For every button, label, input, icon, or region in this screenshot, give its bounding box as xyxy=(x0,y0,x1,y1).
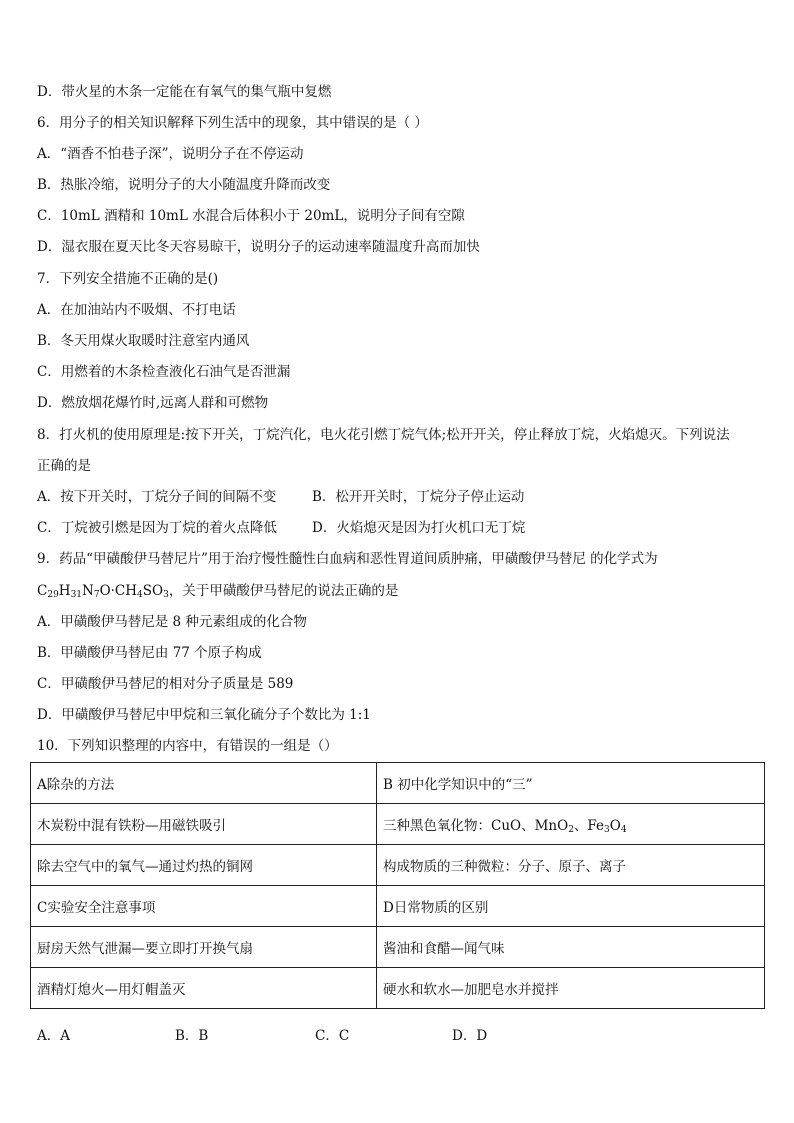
table-row xyxy=(31,927,765,968)
q6-option-d: D．湿衣服在夏天比冬天容易晾干，说明分子的运动速率随温度升高而加快 xyxy=(37,239,480,255)
q9-stem-line2: $C_{29}H_{31}N_7O\cdot CH_4SO_3$，关于甲磺酸伊马替尼的说法正确的是 xyxy=(37,583,399,600)
q7-option-d: D．燃放烟花爆竹时,远离人群和可燃物 xyxy=(37,395,269,411)
q10-stem: 10．下列知识整理的内容中，有错误的一组是（） xyxy=(37,738,338,754)
q10-option-b: B．B xyxy=(175,1028,209,1044)
table-cell: 木炭粉中混有铁粉—用磁铁吸引 xyxy=(31,804,377,845)
table-row xyxy=(31,845,765,886)
q10-options xyxy=(37,1024,737,1042)
q9-option-a: A．甲磺酸伊马替尼是 8 种元素组成的化合物 xyxy=(37,614,307,630)
table-cell: 酒精灯熄火—用灯帽盖灭 xyxy=(31,968,377,1009)
table-cell: B 初中化学知识中的“三” xyxy=(377,763,765,804)
chemical-formula: $C_{29}H_{31}N_7O\cdot CH_4SO_3$ xyxy=(37,583,169,600)
q9-option-d: D．甲磺酸伊马替尼中甲烷和三氧化硫分子个数比为 1:1 xyxy=(37,707,371,723)
q10-option-c: C．C xyxy=(315,1028,350,1044)
table-cell: A除杂的方法 xyxy=(31,763,377,804)
q9-option-c: C．甲磺酸伊马替尼的相对分子质量是 589 xyxy=(37,676,294,692)
knowledge-table xyxy=(30,762,765,1009)
q8-option-a: A．按下开关时，丁烷分子间的间隔不变 xyxy=(37,489,277,505)
q6-option-a: A．“酒香不怕巷子深”，说明分子在不停运动 xyxy=(37,146,304,162)
q7-option-c: C．用燃着的木条检查液化石油气是否泄漏 xyxy=(37,364,291,380)
table-cell: D日常物质的区别 xyxy=(377,886,765,927)
table-cell: 除去空气中的氧气—通过灼热的铜网 xyxy=(31,845,377,886)
table-cell: C实验安全注意事项 xyxy=(31,886,377,927)
table-row xyxy=(31,763,765,804)
q9-stem-line1: 9．药品“甲磺酸伊马替尼片”用于治疗慢性髓性白血病和恶性胃道间质肿痛，甲磺酸伊马替尼 的化学式为 xyxy=(37,551,658,567)
table-row xyxy=(31,804,765,845)
q5-option-d: D．带火星的木条一定能在有氧气的集气瓶中复燃 xyxy=(37,84,332,100)
q8-stem-line2: 正确的是 xyxy=(37,458,91,474)
table-cell: 厨房天然气泄漏—要立即打开换气扇 xyxy=(31,927,377,968)
q8-option-d: D．火焰熄灭是因为打火机口无丁烷 xyxy=(312,520,526,536)
q8-option-c: C．丁烷被引燃是因为丁烷的着火点降低 xyxy=(37,520,277,536)
q6-option-c: C．10mL 酒精和 10mL 水混合后体积小于 20mL，说明分子间有空隙 xyxy=(37,208,465,224)
q7-option-a: A．在加油站内不吸烟、不打电话 xyxy=(37,302,236,318)
q8-option-b: B．松开开关时，丁烷分子停止运动 xyxy=(312,489,525,505)
q10-option-a: A．A xyxy=(37,1028,70,1044)
q10-option-d: D．D xyxy=(452,1028,488,1044)
q6-option-b: B．热胀冷缩，说明分子的大小随温度升降而改变 xyxy=(37,177,331,193)
q6-stem: 6．用分子的相关知识解释下列生活中的现象，其中错误的是（ ） xyxy=(37,115,428,131)
q7-stem: 7．下列安全措施不正确的是() xyxy=(37,271,219,287)
q7-option-b: B．冬天用煤火取暖时注意室内通风 xyxy=(37,333,250,349)
q8-stem-line1: 8．打火机的使用原理是:按下开关，丁烷汽化，电火花引燃丁烷气体;松开开关，停止释放丁烷，火焰熄灭。下列说法 xyxy=(37,427,730,443)
table-cell: 酱油和食醋—闻气味 xyxy=(377,927,765,968)
table-row xyxy=(31,968,765,1009)
table-row xyxy=(31,886,765,927)
table-cell: 构成物质的三种微粒：分子、原子、离子 xyxy=(377,845,765,886)
q9-option-b: B．甲磺酸伊马替尼由 77 个原子构成 xyxy=(37,645,262,661)
table-cell: 三种黑色氧化物：CuO、MnO$_2$、$Fe_3O_4$ xyxy=(377,804,765,845)
table-cell: 硬水和软水—加肥皂水并搅拌 xyxy=(377,968,765,1009)
